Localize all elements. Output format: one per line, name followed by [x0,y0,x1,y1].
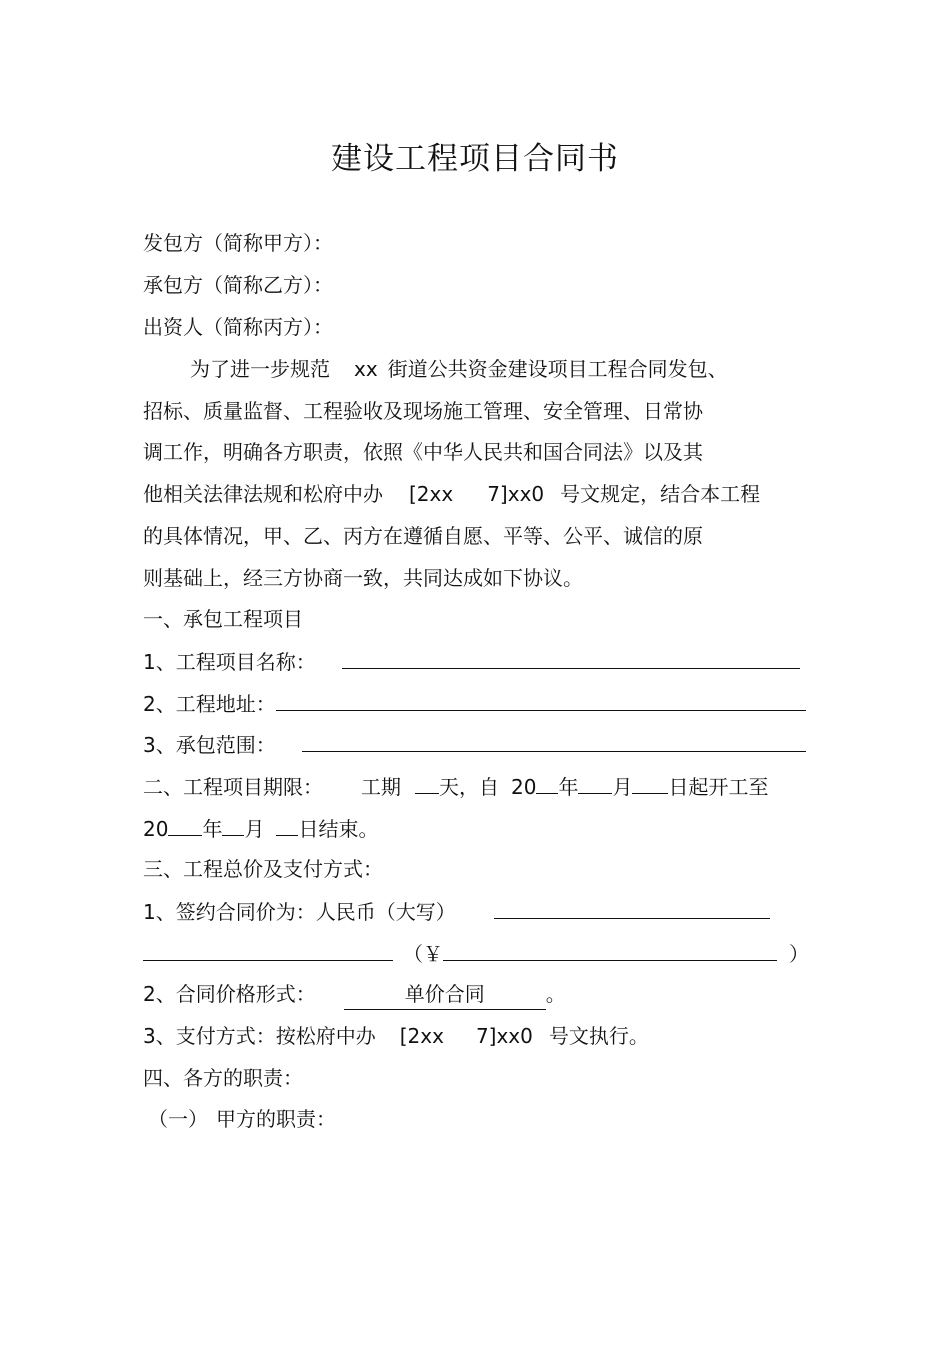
project-scope-field[interactable] [302,729,806,752]
yuan-close: ） [789,942,809,966]
contract-price-row-2 [143,938,809,969]
project-scope-row [143,729,806,760]
term-text: 日结束。 [298,817,379,841]
payment-row [143,1021,649,1051]
price-form-value: 单价合同 [344,979,546,1010]
party-c-line: 出资人（简称丙方）： [143,315,333,339]
intro-line-5: 的具体情况，甲、乙、丙方在遵循自愿、平等、公平、诚信的原 [143,524,703,548]
party-a-duties-heading [148,1104,336,1134]
term-row-2 [143,813,378,844]
days-field[interactable] [415,771,439,794]
intro-text: 他相关法律法规和松府中办 [143,482,383,506]
payment-text: 号文执行。 [548,1024,649,1048]
intro-text: 街道公共资金建设项目工程合同发包、 [387,357,728,381]
payment-text: 7]xx0 [475,1024,533,1048]
start-month-field[interactable] [578,771,612,794]
project-address-row [143,688,806,719]
term-row-1 [143,771,768,802]
section-1-heading: 一、承包工程项目 [143,607,303,631]
price-number-field[interactable] [443,938,777,961]
intro-line-6: 则基础上，经三方协商一致，共同达成如下协议。 [143,566,583,590]
term-text: 20 [511,775,537,799]
payment-text: [2xx [399,1024,444,1048]
price-uppercase-field-cont[interactable] [143,938,393,961]
contract-price-row [143,896,770,927]
intro-line-1 [190,354,728,384]
intro-text: 7]xx0 [487,482,545,506]
term-label: 二、工程项目期限： [143,775,323,799]
price-uppercase-field[interactable] [494,896,770,919]
intro-text: 为了进一步规范 [190,357,330,381]
project-scope-label: 3、承包范围： [143,733,276,757]
term-text: 月 [244,817,265,841]
intro-line-4 [143,479,760,509]
term-text: 年 [558,775,579,799]
section-4-heading: 四、各方的职责： [143,1066,303,1090]
subsection-title: 甲方的职责： [216,1107,336,1131]
price-form-row [143,979,566,1010]
intro-line-3: 调工作，明确各方职责，依照《中华人民共和国合同法》以及其 [143,440,703,464]
party-a-line: 发包方（简称甲方）： [143,231,333,255]
term-text: 年 [202,817,223,841]
intro-text: [2xx [409,482,454,506]
intro-line-2: 招标、质量监督、工程验收及现场施工管理、安全管理、日常协 [143,399,703,423]
contract-price-label: 1、签约合同价为：人民币（大写） [143,900,456,924]
price-form-label: 2、合同价格形式： [143,982,316,1006]
price-form-end: 。 [545,982,566,1006]
document-title: 建设工程项目合同书 [331,141,619,177]
end-month-field[interactable] [222,813,244,836]
start-year-field[interactable] [536,771,558,794]
project-address-field[interactable] [276,688,806,711]
project-name-label: 1、工程项目名称： [143,650,316,674]
project-name-row [143,646,800,677]
term-text: 20 [143,817,169,841]
intro-text: xx [354,357,378,381]
term-text: 日起开工至 [668,775,769,799]
payment-text: 3、支付方式：按松府中办 [143,1024,376,1048]
term-text: 月 [612,775,633,799]
party-b-line: 承包方（简称乙方）： [143,273,333,297]
project-name-field[interactable] [342,646,800,669]
end-day-field[interactable] [276,813,298,836]
subsection-number: （一） [148,1107,208,1131]
start-day-field[interactable] [632,771,668,794]
yuan-open: （￥ [403,942,443,966]
project-address-label: 2、工程地址： [143,692,276,716]
section-3-heading: 三、工程总价及支付方式： [143,857,383,881]
intro-text: 号文规定，结合本工程 [560,482,761,506]
term-text: 天，自 [439,775,499,799]
end-year-field[interactable] [168,813,202,836]
term-text: 工期 [361,775,401,799]
